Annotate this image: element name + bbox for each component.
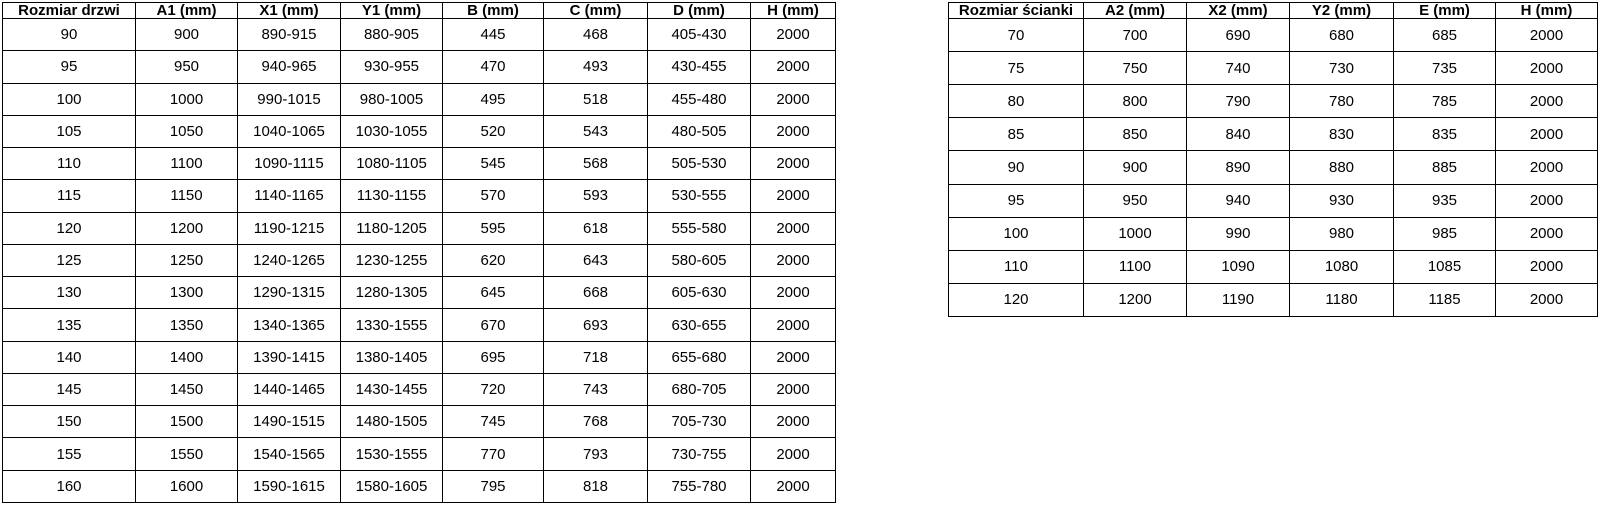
- table-cell: 493: [544, 51, 648, 83]
- table-cell: 1350: [136, 309, 238, 341]
- table-cell: 880: [1290, 151, 1394, 184]
- table-cell: 790: [1187, 85, 1290, 118]
- table-cell: 2000: [1496, 250, 1598, 283]
- table-row: [949, 250, 1598, 283]
- table-cell: 1400: [136, 341, 238, 373]
- table-cell: 1200: [1084, 283, 1187, 316]
- table-row: [949, 118, 1598, 151]
- table-cell: 730: [1290, 52, 1394, 85]
- table-cell: 85: [949, 118, 1084, 151]
- table-cell: 780: [1290, 85, 1394, 118]
- table-cell: 930-955: [341, 51, 443, 83]
- table-cell: 455-480: [648, 83, 751, 115]
- table-cell: 2000: [751, 83, 836, 115]
- table-row: [949, 52, 1598, 85]
- table-cell: 1500: [136, 406, 238, 438]
- table-cell: 695: [443, 341, 544, 373]
- table-cell: 1300: [136, 277, 238, 309]
- table-cell: 990: [1187, 217, 1290, 250]
- table-cell: 1380-1405: [341, 341, 443, 373]
- table-cell: 2000: [751, 180, 836, 212]
- table-cell: 405-430: [648, 19, 751, 51]
- table-cell: 1580-1605: [341, 470, 443, 502]
- table-cell: 935: [1394, 184, 1496, 217]
- table-cell: 930: [1290, 184, 1394, 217]
- table-cell: 1100: [136, 148, 238, 180]
- table-cell: 730-755: [648, 438, 751, 470]
- table-cell: 543: [544, 115, 648, 147]
- table-cell: 110: [3, 148, 136, 180]
- column-header: X2 (mm): [1187, 3, 1290, 19]
- table-cell: 95: [3, 51, 136, 83]
- table-cell: 735: [1394, 52, 1496, 85]
- table-cell: 140: [3, 341, 136, 373]
- table-cell: 1330-1555: [341, 309, 443, 341]
- table-cell: 1490-1515: [238, 406, 341, 438]
- table-cell: 2000: [751, 406, 836, 438]
- table-cell: 818: [544, 470, 648, 502]
- table-cell: 985: [1394, 217, 1496, 250]
- table-cell: 1080: [1290, 250, 1394, 283]
- table-cell: 605-630: [648, 277, 751, 309]
- table-cell: 1190: [1187, 283, 1290, 316]
- table-cell: 705-730: [648, 406, 751, 438]
- table-cell: 1180-1205: [341, 212, 443, 244]
- column-header: Rozmiar ścianki: [949, 3, 1084, 19]
- table-cell: 668: [544, 277, 648, 309]
- table-cell: 125: [3, 244, 136, 276]
- table-cell: 2000: [751, 19, 836, 51]
- table-cell: 1080-1105: [341, 148, 443, 180]
- table-row: [3, 115, 836, 147]
- table-cell: 110: [949, 250, 1084, 283]
- table-cell: 545: [443, 148, 544, 180]
- table-cell: 2000: [751, 148, 836, 180]
- table-cell: 740: [1187, 52, 1290, 85]
- table-cell: 1085: [1394, 250, 1496, 283]
- table-cell: 2000: [1496, 52, 1598, 85]
- table-cell: 2000: [1496, 151, 1598, 184]
- table-cell: 980: [1290, 217, 1394, 250]
- table-cell: 1100: [1084, 250, 1187, 283]
- table-cell: 495: [443, 83, 544, 115]
- table-cell: 770: [443, 438, 544, 470]
- table-cell: 940-965: [238, 51, 341, 83]
- table-row: [3, 51, 836, 83]
- table-cell: 1050: [136, 115, 238, 147]
- table-cell: 505-530: [648, 148, 751, 180]
- table-cell: 680-705: [648, 373, 751, 405]
- table-cell: 685: [1394, 19, 1496, 52]
- column-header: B (mm): [443, 3, 544, 19]
- table-cell: 2000: [751, 470, 836, 502]
- table-cell: 518: [544, 83, 648, 115]
- table-cell: 620: [443, 244, 544, 276]
- table-cell: 618: [544, 212, 648, 244]
- table-cell: 1340-1365: [238, 309, 341, 341]
- table-cell: 1450: [136, 373, 238, 405]
- table-cell: 1430-1455: [341, 373, 443, 405]
- table-cell: 150: [3, 406, 136, 438]
- table-cell: 1150: [136, 180, 238, 212]
- table-cell: 100: [949, 217, 1084, 250]
- table-cell: 2000: [751, 341, 836, 373]
- table-cell: 480-505: [648, 115, 751, 147]
- table-cell: 785: [1394, 85, 1496, 118]
- table-row: [949, 85, 1598, 118]
- table-cell: 555-580: [648, 212, 751, 244]
- table-cell: 1550: [136, 438, 238, 470]
- table-cell: 2000: [1496, 118, 1598, 151]
- table-row: [949, 217, 1598, 250]
- table-cell: 2000: [751, 212, 836, 244]
- table-cell: 1590-1615: [238, 470, 341, 502]
- table-cell: 795: [443, 470, 544, 502]
- table-cell: 950: [136, 51, 238, 83]
- table-cell: 643: [544, 244, 648, 276]
- table-cell: 520: [443, 115, 544, 147]
- table-cell: 90: [3, 19, 136, 51]
- table-cell: 1190-1215: [238, 212, 341, 244]
- column-header: Y2 (mm): [1290, 3, 1394, 19]
- table-cell: 593: [544, 180, 648, 212]
- table-cell: 90: [949, 151, 1084, 184]
- column-header: H (mm): [1496, 3, 1598, 19]
- table-row: [3, 148, 836, 180]
- table-cell: 468: [544, 19, 648, 51]
- table-cell: 840: [1187, 118, 1290, 151]
- table-cell: 690: [1187, 19, 1290, 52]
- table-cell: 1030-1055: [341, 115, 443, 147]
- table-cell: 1390-1415: [238, 341, 341, 373]
- table-cell: 835: [1394, 118, 1496, 151]
- column-header: C (mm): [544, 3, 648, 19]
- table-cell: 1040-1065: [238, 115, 341, 147]
- table-cell: 2000: [751, 277, 836, 309]
- table-cell: 2000: [751, 438, 836, 470]
- table-cell: 568: [544, 148, 648, 180]
- table-cell: 530-555: [648, 180, 751, 212]
- table-cell: 1480-1505: [341, 406, 443, 438]
- table-cell: 768: [544, 406, 648, 438]
- table-cell: 70: [949, 19, 1084, 52]
- table-cell: 900: [1084, 151, 1187, 184]
- table-cell: 1090-1115: [238, 148, 341, 180]
- table-cell: 580-605: [648, 244, 751, 276]
- table-cell: 1200: [136, 212, 238, 244]
- table-cell: 1230-1255: [341, 244, 443, 276]
- table-cell: 1185: [1394, 283, 1496, 316]
- table-cell: 115: [3, 180, 136, 212]
- table-cell: 755-780: [648, 470, 751, 502]
- table-cell: 95: [949, 184, 1084, 217]
- table-row: [3, 19, 836, 51]
- table-cell: 900: [136, 19, 238, 51]
- column-header: H (mm): [751, 3, 836, 19]
- table-cell: 155: [3, 438, 136, 470]
- table-cell: 718: [544, 341, 648, 373]
- table-row: [3, 83, 836, 115]
- table-row: [3, 180, 836, 212]
- table-row: [3, 438, 836, 470]
- table-cell: 850: [1084, 118, 1187, 151]
- table-cell: 75: [949, 52, 1084, 85]
- table-row: [949, 19, 1598, 52]
- table-cell: 2000: [751, 244, 836, 276]
- table-cell: 1280-1305: [341, 277, 443, 309]
- table-cell: 745: [443, 406, 544, 438]
- table-row: [3, 244, 836, 276]
- door-size-table: [2, 2, 836, 503]
- table-cell: 890: [1187, 151, 1290, 184]
- table-row: [3, 406, 836, 438]
- table-cell: 1000: [1084, 217, 1187, 250]
- table-cell: 885: [1394, 151, 1496, 184]
- table-cell: 890-915: [238, 19, 341, 51]
- table-row: [3, 277, 836, 309]
- table-cell: 750: [1084, 52, 1187, 85]
- table-cell: 2000: [1496, 217, 1598, 250]
- table-cell: 800: [1084, 85, 1187, 118]
- header-row: [3, 3, 836, 19]
- table-cell: 145: [3, 373, 136, 405]
- table-cell: 830: [1290, 118, 1394, 151]
- table-cell: 743: [544, 373, 648, 405]
- table-cell: 570: [443, 180, 544, 212]
- table-cell: 655-680: [648, 341, 751, 373]
- table-cell: 1130-1155: [341, 180, 443, 212]
- table-cell: 1240-1265: [238, 244, 341, 276]
- table-row: [949, 151, 1598, 184]
- table-cell: 1090: [1187, 250, 1290, 283]
- column-header: X1 (mm): [238, 3, 341, 19]
- column-header: A2 (mm): [1084, 3, 1187, 19]
- table-row: [949, 283, 1598, 316]
- column-header: Y1 (mm): [341, 3, 443, 19]
- table-cell: 1000: [136, 83, 238, 115]
- table-cell: 595: [443, 212, 544, 244]
- table-cell: 670: [443, 309, 544, 341]
- table-cell: 2000: [1496, 184, 1598, 217]
- table-cell: 445: [443, 19, 544, 51]
- table-cell: 430-455: [648, 51, 751, 83]
- table-row: [3, 309, 836, 341]
- table-cell: 130: [3, 277, 136, 309]
- table-cell: 990-1015: [238, 83, 341, 115]
- table-cell: 1180: [1290, 283, 1394, 316]
- table-cell: 135: [3, 309, 136, 341]
- table-cell: 2000: [751, 115, 836, 147]
- column-header: Rozmiar drzwi: [3, 3, 136, 19]
- table-cell: 2000: [1496, 85, 1598, 118]
- table-cell: 1600: [136, 470, 238, 502]
- table-cell: 2000: [751, 309, 836, 341]
- column-header: E (mm): [1394, 3, 1496, 19]
- table-cell: 2000: [751, 51, 836, 83]
- table-cell: 120: [3, 212, 136, 244]
- table-cell: 1540-1565: [238, 438, 341, 470]
- table-row: [3, 341, 836, 373]
- column-header: A1 (mm): [136, 3, 238, 19]
- wall-size-table: [948, 2, 1598, 317]
- table-cell: 680: [1290, 19, 1394, 52]
- table-cell: 630-655: [648, 309, 751, 341]
- table-cell: 100: [3, 83, 136, 115]
- table-cell: 2000: [1496, 283, 1598, 316]
- table-cell: 700: [1084, 19, 1187, 52]
- table-cell: 880-905: [341, 19, 443, 51]
- table-cell: 2000: [1496, 19, 1598, 52]
- table-row: [949, 184, 1598, 217]
- header-row: [949, 3, 1598, 19]
- table-cell: 1250: [136, 244, 238, 276]
- table-cell: 950: [1084, 184, 1187, 217]
- table-cell: 720: [443, 373, 544, 405]
- table-cell: 693: [544, 309, 648, 341]
- column-header: D (mm): [648, 3, 751, 19]
- table-row: [3, 212, 836, 244]
- table-row: [3, 373, 836, 405]
- table-cell: 1290-1315: [238, 277, 341, 309]
- table-cell: 120: [949, 283, 1084, 316]
- table-cell: 105: [3, 115, 136, 147]
- table-cell: 1140-1165: [238, 180, 341, 212]
- table-cell: 2000: [751, 373, 836, 405]
- table-cell: 645: [443, 277, 544, 309]
- table-cell: 1530-1555: [341, 438, 443, 470]
- table-cell: 940: [1187, 184, 1290, 217]
- table-cell: 80: [949, 85, 1084, 118]
- table-cell: 793: [544, 438, 648, 470]
- table-row: [3, 470, 836, 502]
- table-cell: 1440-1465: [238, 373, 341, 405]
- table-cell: 160: [3, 470, 136, 502]
- table-cell: 470: [443, 51, 544, 83]
- table-cell: 980-1005: [341, 83, 443, 115]
